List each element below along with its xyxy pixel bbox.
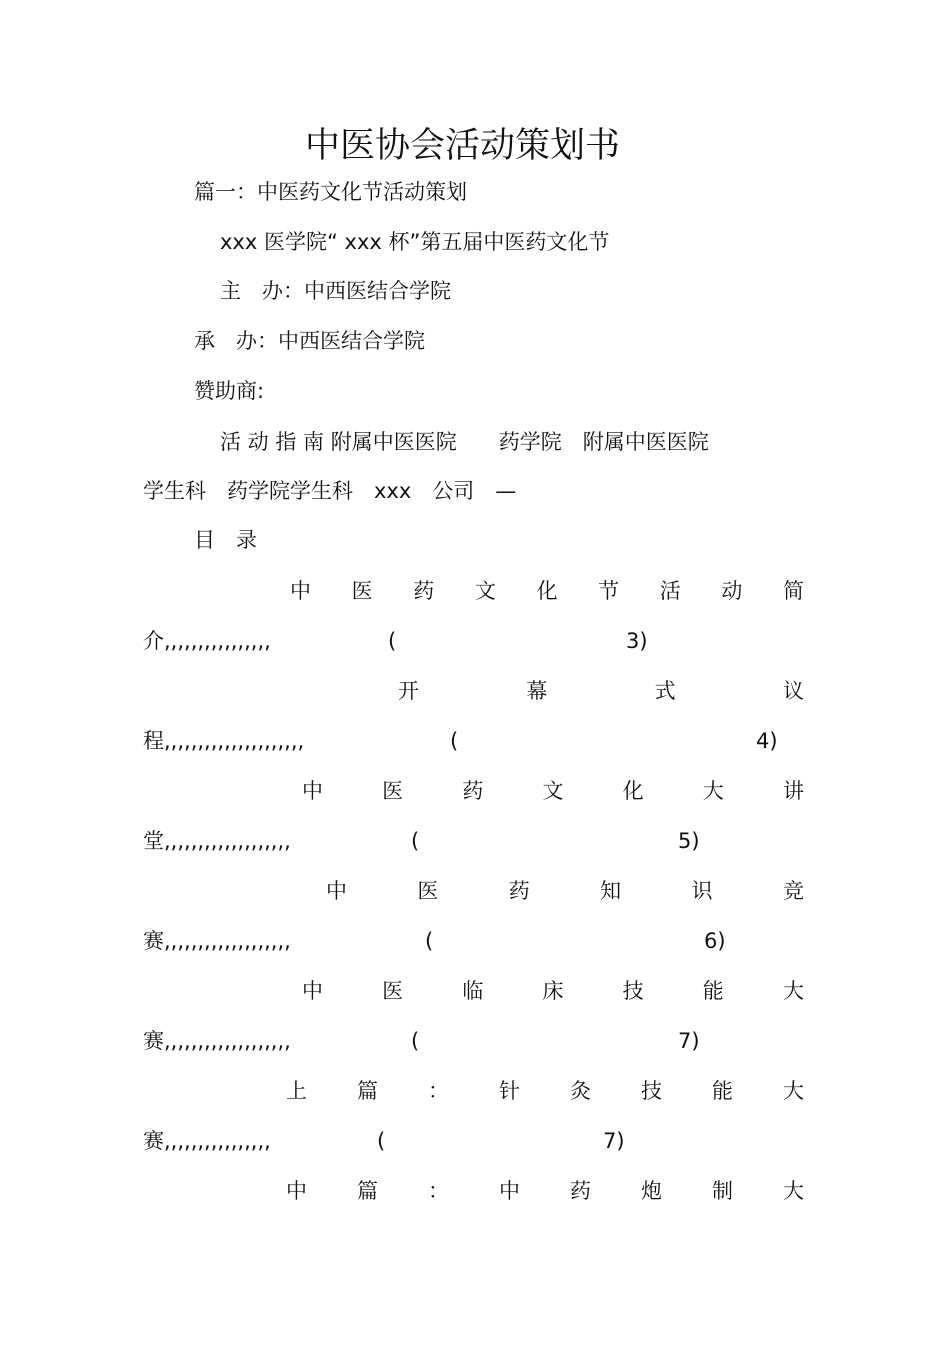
toc-page-number: 6) xyxy=(704,929,726,953)
toc-char: 化 xyxy=(536,579,558,603)
toc-char: 中 xyxy=(499,1179,520,1203)
toc-char: 化 xyxy=(622,779,644,803)
guidance-line-2: 学生科 药学院学生科 xxx 公司 — xyxy=(143,479,517,503)
organizer-line: 承 办：中西医结合学院 xyxy=(194,329,425,353)
toc-paren: ( xyxy=(411,829,420,853)
toc-char: 制 xyxy=(712,1179,733,1203)
toc-char: 医 xyxy=(382,779,404,803)
toc-char: 药 xyxy=(570,1179,591,1203)
toc-char: 开 xyxy=(398,679,419,703)
toc-entry-3-title xyxy=(302,776,804,806)
toc-char: 大 xyxy=(783,1079,804,1103)
toc-char: 识 xyxy=(691,879,713,903)
toc-paren: ( xyxy=(450,729,459,753)
toc-page-number: 7) xyxy=(603,1129,625,1153)
toc-char: 大 xyxy=(783,1179,804,1203)
toc-char: 简 xyxy=(783,579,804,603)
toc-char: 中 xyxy=(326,879,347,903)
toc-char: 节 xyxy=(598,579,620,603)
toc-entry-5-title xyxy=(302,976,804,1006)
section-heading: 篇一：中医药文化节活动策划 xyxy=(194,180,467,204)
toc-paren: ( xyxy=(377,1129,386,1153)
toc-entry-7-title xyxy=(286,1176,804,1206)
toc-tail: 堂,,,,,,,,,,,,,,,,,,, xyxy=(143,829,291,853)
toc-char: 药 xyxy=(462,779,484,803)
toc-char: 大 xyxy=(782,979,804,1003)
event-name: xxx 医学院“ xxx 杯”第五届中医药文化节 xyxy=(220,230,610,254)
toc-char: 动 xyxy=(721,579,743,603)
toc-char: 医 xyxy=(351,579,373,603)
host-line: 主 办：中西医结合学院 xyxy=(220,279,451,303)
toc-char: ： xyxy=(428,1179,449,1203)
toc-entry-6-title xyxy=(286,1076,804,1106)
toc-char: 中 xyxy=(302,979,323,1003)
toc-entry-4-title xyxy=(326,876,804,906)
toc-char: 篇 xyxy=(357,1179,378,1203)
toc-char: 能 xyxy=(712,1079,733,1103)
toc-char: 幕 xyxy=(526,679,548,703)
toc-char: 床 xyxy=(542,979,564,1003)
toc-char: 竞 xyxy=(782,879,804,903)
toc-char: 知 xyxy=(600,879,622,903)
toc-page-number: 4) xyxy=(756,729,778,753)
toc-char: 技 xyxy=(641,1079,662,1103)
toc-entry-3-page xyxy=(143,826,843,856)
toc-page-number: 7) xyxy=(678,1029,700,1053)
toc-char: 式 xyxy=(654,679,676,703)
toc-char: 临 xyxy=(462,979,484,1003)
toc-char: 活 xyxy=(659,579,681,603)
toc-entry-2-page xyxy=(143,726,843,756)
toc-char: 篇 xyxy=(357,1079,378,1103)
toc-tail: 介,,,,,,,,,,,,,,,, xyxy=(143,629,271,653)
toc-entry-4-page xyxy=(143,926,843,956)
toc-char: 中 xyxy=(286,1179,307,1203)
toc-char: 文 xyxy=(474,579,496,603)
toc-tail: 程,,,,,,,,,,,,,,,,,,,,, xyxy=(143,729,305,753)
toc-page-number: 5) xyxy=(678,829,700,853)
toc-entry-6-page xyxy=(143,1126,843,1156)
toc-tail: 赛,,,,,,,,,,,,,,,,,,, xyxy=(143,929,291,953)
toc-char: 讲 xyxy=(782,779,804,803)
toc-char: 大 xyxy=(702,779,724,803)
document-title: 中医协会活动策划书 xyxy=(304,126,620,166)
toc-char: 文 xyxy=(542,779,564,803)
toc-paren: ( xyxy=(411,1029,420,1053)
toc-char: ： xyxy=(428,1079,449,1103)
toc-entry-5-page xyxy=(143,1026,843,1056)
toc-heading: 目 录 xyxy=(194,528,257,552)
sponsor-line: 赞助商: xyxy=(194,379,265,403)
toc-paren: ( xyxy=(388,629,397,653)
toc-char: 议 xyxy=(782,679,804,703)
toc-char: 灸 xyxy=(570,1079,591,1103)
toc-entry-2-title xyxy=(398,676,804,706)
toc-char: 药 xyxy=(413,579,435,603)
toc-char: 中 xyxy=(302,779,323,803)
toc-tail: 赛,,,,,,,,,,,,,,,, xyxy=(143,1129,271,1153)
toc-char: 上 xyxy=(286,1079,307,1103)
toc-entry-1-page xyxy=(143,626,843,656)
toc-char: 中 xyxy=(290,579,311,603)
toc-paren: ( xyxy=(425,929,434,953)
guidance-line-1: 活 动 指 南 附属中医医院 药学院 附属中医医院 xyxy=(220,430,709,454)
toc-char: 医 xyxy=(382,979,404,1003)
toc-char: 炮 xyxy=(641,1179,662,1203)
toc-char: 药 xyxy=(508,879,530,903)
toc-entry-1-title xyxy=(290,576,804,606)
toc-char: 针 xyxy=(499,1079,520,1103)
toc-char: 能 xyxy=(702,979,724,1003)
toc-char: 技 xyxy=(622,979,644,1003)
toc-char: 医 xyxy=(417,879,439,903)
toc-page-number: 3) xyxy=(626,629,648,653)
toc-tail: 赛,,,,,,,,,,,,,,,,,,, xyxy=(143,1029,291,1053)
